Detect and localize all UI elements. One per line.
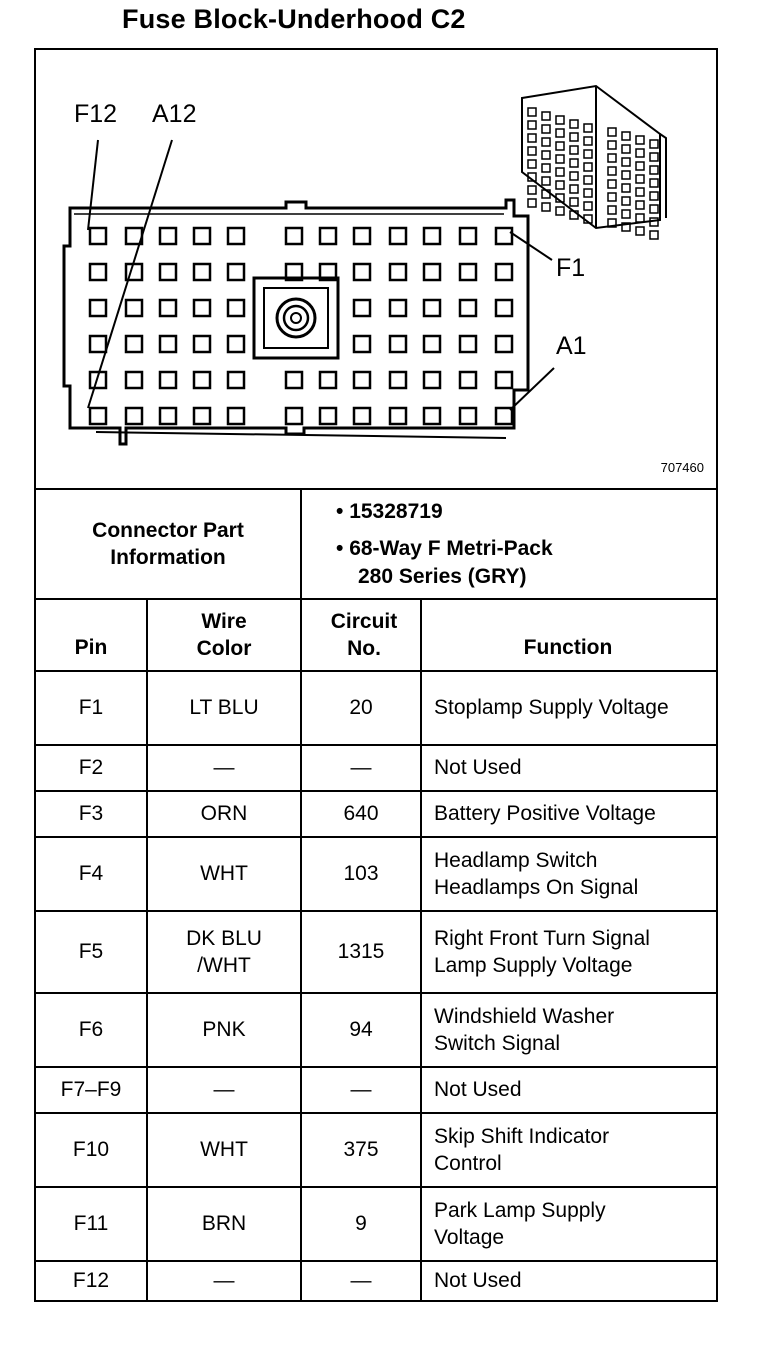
- connector-part-info-label: Connector Part Information: [92, 518, 244, 569]
- cavity: [160, 408, 176, 424]
- cavity: [390, 300, 406, 316]
- wire-color-cell: —: [213, 756, 235, 780]
- cavity: [228, 300, 244, 316]
- cavity: [354, 228, 370, 244]
- cavity: [194, 228, 210, 244]
- figure-number: 707460: [660, 460, 704, 475]
- cavity: [194, 372, 210, 388]
- circuit-cell: —: [350, 1078, 372, 1102]
- cavity: [286, 372, 302, 388]
- circuit-cell: —: [350, 1269, 372, 1293]
- cavity: [390, 336, 406, 352]
- inset-cavity: [622, 132, 630, 140]
- cavity: [424, 264, 440, 280]
- header-circuit: Circuit No.: [330, 609, 398, 660]
- connector-frame: [34, 48, 718, 1302]
- cavity: [160, 372, 176, 388]
- wire-color-cell: BRN: [201, 1212, 247, 1236]
- inset-cavity: [556, 129, 564, 137]
- inset-cavity: [636, 214, 644, 222]
- inset-cavity: [570, 198, 578, 206]
- circuit-cell: 103: [343, 862, 379, 886]
- inset-cavity: [542, 151, 550, 159]
- cavity: [320, 228, 336, 244]
- cavity: [194, 264, 210, 280]
- inset-cavity: [650, 166, 658, 174]
- cavity: [496, 408, 512, 424]
- inset-cavity: [542, 164, 550, 172]
- cavity: [496, 300, 512, 316]
- inset-cavity: [622, 171, 630, 179]
- connector-part-info-values: • 15328719 • 68-Way F Metri-Pack 280 Series (GRY): [336, 490, 553, 590]
- pin-cell: F12: [72, 1269, 110, 1293]
- function-cell: Stoplamp Supply Voltage: [434, 696, 669, 720]
- wire-color-cell: WHT: [200, 1138, 248, 1162]
- cavity: [460, 300, 476, 316]
- inset-cavity: [570, 159, 578, 167]
- inset-cavity: [542, 177, 550, 185]
- inset-cavity: [650, 192, 658, 200]
- callout-a1: A1: [556, 332, 587, 360]
- cavity: [460, 264, 476, 280]
- pin-cell: F5: [78, 940, 104, 964]
- pin-cell: F4: [78, 862, 104, 886]
- cavity: [354, 408, 370, 424]
- inset-cavity: [584, 150, 592, 158]
- circuit-cell: 94: [349, 1018, 373, 1042]
- inset-cavity: [528, 108, 536, 116]
- inset-cavity: [622, 158, 630, 166]
- function-cell: Not Used: [434, 1269, 522, 1293]
- cavity: [194, 300, 210, 316]
- inset-cavity: [650, 205, 658, 213]
- callout-f1: F1: [556, 254, 586, 282]
- inset-cavity: [608, 141, 616, 149]
- inset-cavity: [584, 163, 592, 171]
- function-cell: Windshield Washer Switch Signal: [434, 1004, 615, 1055]
- pin-cell: F7–F9: [60, 1078, 122, 1102]
- inset-cavity: [542, 112, 550, 120]
- inset-cavity: [584, 176, 592, 184]
- cavity: [90, 408, 106, 424]
- inset-cavity: [570, 120, 578, 128]
- wire-color-cell: ORN: [200, 802, 248, 826]
- inset-cavity: [650, 179, 658, 187]
- pin-cell: F11: [73, 1212, 109, 1236]
- page-title: Fuse Block-Underhood C2: [122, 4, 466, 34]
- cavity: [424, 408, 440, 424]
- cavity: [496, 372, 512, 388]
- inset-cavity: [622, 210, 630, 218]
- pin-cell: F10: [72, 1138, 110, 1162]
- circuit-cell: 375: [343, 1138, 379, 1162]
- wire-color-cell: LT BLU: [189, 696, 259, 720]
- inset-cavity: [570, 185, 578, 193]
- inset-cavity: [570, 146, 578, 154]
- inset-cavity: [584, 124, 592, 132]
- function-cell: Right Front Turn Signal Lamp Supply Voltage: [434, 926, 650, 977]
- header-wire-color: Wire Color: [196, 609, 252, 660]
- cavity: [126, 372, 142, 388]
- cavity: [390, 408, 406, 424]
- cavity: [228, 408, 244, 424]
- cavity: [160, 264, 176, 280]
- cavity: [460, 372, 476, 388]
- pin-cell: F6: [78, 1018, 104, 1042]
- cavity: [286, 408, 302, 424]
- inset-cavity: [636, 149, 644, 157]
- wire-color-cell: WHT: [200, 862, 248, 886]
- cavity: [160, 336, 176, 352]
- inset-cavity: [608, 180, 616, 188]
- function-cell: Not Used: [434, 1078, 522, 1102]
- cavity: [228, 264, 244, 280]
- cavity: [194, 336, 210, 352]
- function-cell: Park Lamp Supply Voltage: [434, 1198, 606, 1249]
- inset-cavity: [622, 197, 630, 205]
- cavity: [126, 408, 142, 424]
- callout-a12: A12: [152, 100, 197, 128]
- cavity: [228, 372, 244, 388]
- cavity: [424, 300, 440, 316]
- inset-cavity: [636, 162, 644, 170]
- inset-cavity: [556, 155, 564, 163]
- cavity: [90, 264, 106, 280]
- wire-color-cell: DK BLU /WHT: [186, 926, 262, 977]
- inset-cavity: [556, 116, 564, 124]
- inset-cavity: [608, 167, 616, 175]
- inset-cavity: [556, 168, 564, 176]
- inset-cavity: [608, 154, 616, 162]
- inset-cavity: [608, 128, 616, 136]
- header-function: Function: [523, 636, 613, 660]
- part-number: 15328719: [349, 500, 443, 523]
- cavity: [460, 336, 476, 352]
- connector-diagram: [36, 50, 716, 488]
- cavity: [354, 264, 370, 280]
- inset-cavity: [622, 184, 630, 192]
- cavity: [320, 408, 336, 424]
- inset-cavity: [556, 181, 564, 189]
- cavity: [460, 228, 476, 244]
- inset-cavity: [528, 160, 536, 168]
- cavity: [286, 228, 302, 244]
- wire-color-cell: —: [213, 1269, 235, 1293]
- function-cell: Battery Positive Voltage: [434, 802, 656, 826]
- inset-cavity: [584, 189, 592, 197]
- center-latch: [254, 278, 338, 358]
- cavity: [496, 264, 512, 280]
- inset-cavity: [608, 206, 616, 214]
- circuit-cell: 20: [349, 696, 373, 720]
- pin-cell: F2: [78, 756, 104, 780]
- pin-cell: F3: [78, 802, 104, 826]
- inset-cavity: [584, 137, 592, 145]
- inset-cavity: [528, 147, 536, 155]
- circuit-cell: 9: [355, 1212, 367, 1236]
- inset-cavity: [556, 207, 564, 215]
- inset-cavity: [650, 153, 658, 161]
- inset-cavity: [542, 138, 550, 146]
- inset-cavity: [636, 136, 644, 144]
- cavity: [228, 228, 244, 244]
- pin-cell: F1: [78, 696, 104, 720]
- cavity: [90, 228, 106, 244]
- connector-description-line2: 280 Series (GRY): [358, 564, 527, 588]
- cavity: [424, 372, 440, 388]
- inset-cavity: [636, 188, 644, 196]
- header-pin: Pin: [74, 636, 108, 660]
- cavity: [320, 372, 336, 388]
- inset-cavity: [528, 134, 536, 142]
- inset-cavity: [636, 175, 644, 183]
- cavity: [424, 336, 440, 352]
- cavity: [160, 228, 176, 244]
- inset-cavity: [584, 202, 592, 210]
- circuit-cell: 640: [343, 802, 379, 826]
- inset-cavity: [542, 203, 550, 211]
- inset-cavity: [570, 172, 578, 180]
- inset-cavity: [650, 231, 658, 239]
- cavity: [496, 336, 512, 352]
- function-cell: Not Used: [434, 756, 522, 780]
- cavity: [354, 300, 370, 316]
- inset-cavity: [528, 186, 536, 194]
- inset-cavity: [622, 145, 630, 153]
- cavity: [460, 408, 476, 424]
- function-cell: Headlamp Switch Headlamps On Signal: [434, 848, 639, 899]
- cavity: [126, 336, 142, 352]
- cavity: [126, 300, 142, 316]
- function-cell: Skip Shift Indicator Control: [434, 1124, 610, 1175]
- wire-color-cell: —: [213, 1078, 235, 1102]
- inset-cavity: [636, 201, 644, 209]
- wire-color-cell: PNK: [202, 1018, 246, 1042]
- inset-cavity: [608, 193, 616, 201]
- circuit-cell: —: [350, 756, 372, 780]
- circuit-cell: 1315: [337, 940, 385, 964]
- cavity: [496, 228, 512, 244]
- callout-f12: F12: [74, 100, 118, 128]
- connector-face-drawing: [36, 50, 716, 488]
- inset-cavity: [542, 125, 550, 133]
- cavity: [390, 372, 406, 388]
- inset-cavity: [556, 142, 564, 150]
- cavity: [424, 228, 440, 244]
- inset-cavity: [650, 140, 658, 148]
- cavity: [90, 336, 106, 352]
- connector-description-line1: 68-Way F Metri-Pack: [349, 537, 553, 561]
- cavity: [194, 408, 210, 424]
- cavity: [390, 228, 406, 244]
- cavity: [354, 372, 370, 388]
- cavity: [90, 300, 106, 316]
- inset-cavity: [570, 133, 578, 141]
- cavity: [160, 300, 176, 316]
- inset-cavity: [636, 227, 644, 235]
- inset-cavity: [528, 199, 536, 207]
- cavity: [354, 336, 370, 352]
- cavity: [228, 336, 244, 352]
- cavity: [390, 264, 406, 280]
- inset-cavity: [528, 121, 536, 129]
- connector-cavities: [90, 228, 512, 424]
